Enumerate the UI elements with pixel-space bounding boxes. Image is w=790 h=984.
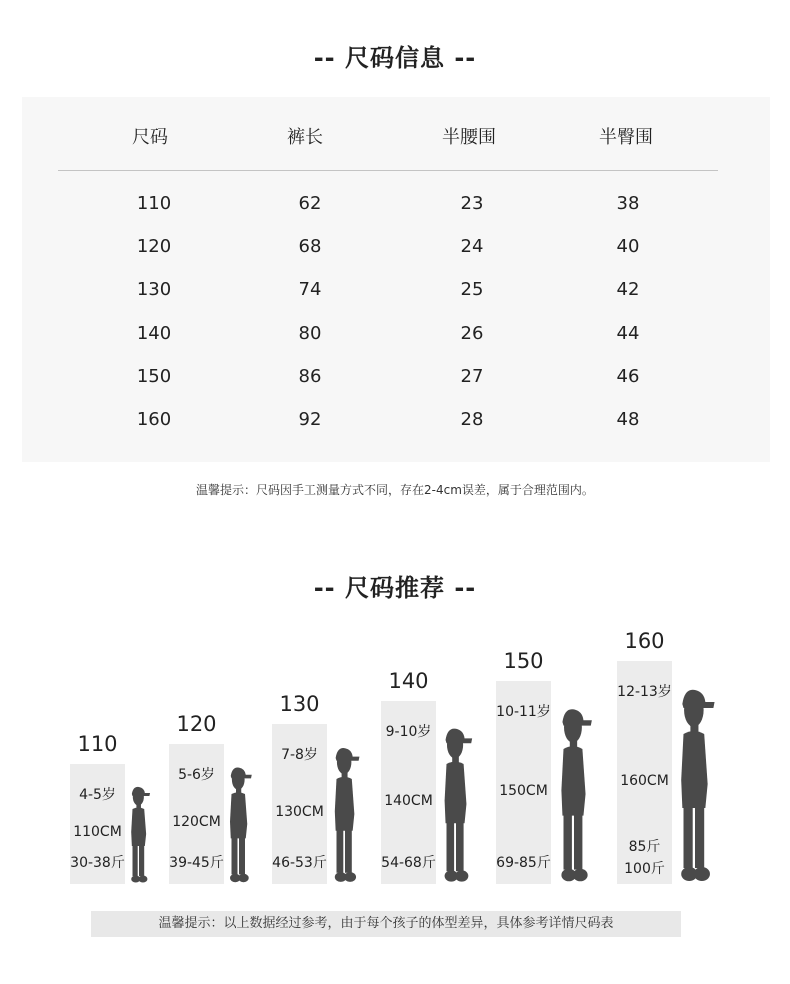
cell-half-waist: 23 [460,193,484,214]
recommend-info-box [169,744,224,884]
recommend-size-label: 160 [624,629,665,653]
cell-pants-length: 86 [298,365,322,387]
child-silhouette-icon [224,764,254,888]
header-pants-length: 裤长 [287,127,323,148]
child-silhouette-icon [328,744,362,888]
cell-half-hip: 38 [616,193,640,214]
cell-size: 130 [136,279,172,301]
child-silhouette-icon [437,724,475,888]
child-silhouette-icon [672,684,718,888]
recommend-weight: 54-68斤 [381,855,436,871]
cell-size: 110 [136,193,172,214]
cell-half-hip: 48 [616,409,640,430]
recommend-info-box [617,661,672,884]
size-table [22,97,770,462]
recommend-info-box [70,764,125,884]
cell-size: 160 [136,409,172,430]
recommend-height: 140CM [384,792,433,809]
child-silhouette-icon [553,704,595,888]
cell-half-hip: 42 [616,279,640,301]
recommend-height: 110CM [73,824,122,840]
cell-size: 150 [136,365,172,387]
recommend-size-label: 150 [503,649,544,673]
recommend-info-box [272,724,327,884]
recommend-height: 150CM [499,782,548,799]
recommend-weight: 30-38斤 [70,855,125,871]
cell-pants-length: 68 [298,236,322,258]
header-half-hip: 半臀围 [599,127,653,148]
recommend-size-label: 110 [77,732,118,756]
size-recommend-title: -- 尺码推荐 -- [313,574,477,602]
recommend-weight: 69-85斤 [496,855,551,871]
header-size: 尺码 [132,127,168,148]
size-info-title: -- 尺码信息 -- [313,44,477,72]
cell-pants-length: 80 [298,322,322,344]
cell-half-hip: 40 [616,236,640,258]
recommend-weight: 39-45斤 [169,855,224,871]
recommend-age: 4-5岁 [79,787,116,803]
cell-half-waist: 27 [460,365,484,387]
cell-pants-length: 74 [298,279,322,301]
cell-size: 120 [136,236,172,258]
recommend-size-label: 120 [176,712,217,736]
recommend-weight: 46-53斤 [272,855,327,871]
recommend-height: 120CM [172,814,221,830]
recommend-weight: 85斤 100斤 [624,839,665,877]
cell-half-waist: 24 [460,236,484,258]
cell-pants-length: 92 [298,409,322,430]
cell-half-hip: 46 [616,365,640,387]
recommend-age: 7-8岁 [281,747,318,763]
cell-half-waist: 26 [460,322,484,344]
cell-size: 140 [136,322,172,344]
recommend-height: 130CM [275,804,324,820]
cell-pants-length: 62 [298,193,322,214]
recommend-age: 10-11岁 [496,704,551,720]
recommend-tip: 温馨提示：以上数据经过参考，由于每个孩子的体型差异，具体参考详情尺码表 [91,911,681,937]
header-half-waist: 半腰围 [442,127,496,148]
cell-half-waist: 28 [460,409,484,430]
recommend-size-label: 140 [388,669,429,693]
cell-half-hip: 44 [616,322,640,344]
measurement-tip: 温馨提示：尺码因手工测量方式不同，存在2-4cm误差，属于合理范围内。 [196,483,594,497]
recommend-height: 160CM [620,772,669,789]
recommend-age: 5-6岁 [178,767,215,783]
recommend-age: 9-10岁 [385,724,432,740]
recommend-size-label: 130 [279,692,320,716]
child-silhouette-icon [126,784,152,888]
recommend-info-box [496,681,551,884]
recommend-info-box [381,701,436,884]
recommend-age: 12-13岁 [617,684,672,700]
cell-half-waist: 25 [460,279,484,301]
header-divider [58,170,718,171]
